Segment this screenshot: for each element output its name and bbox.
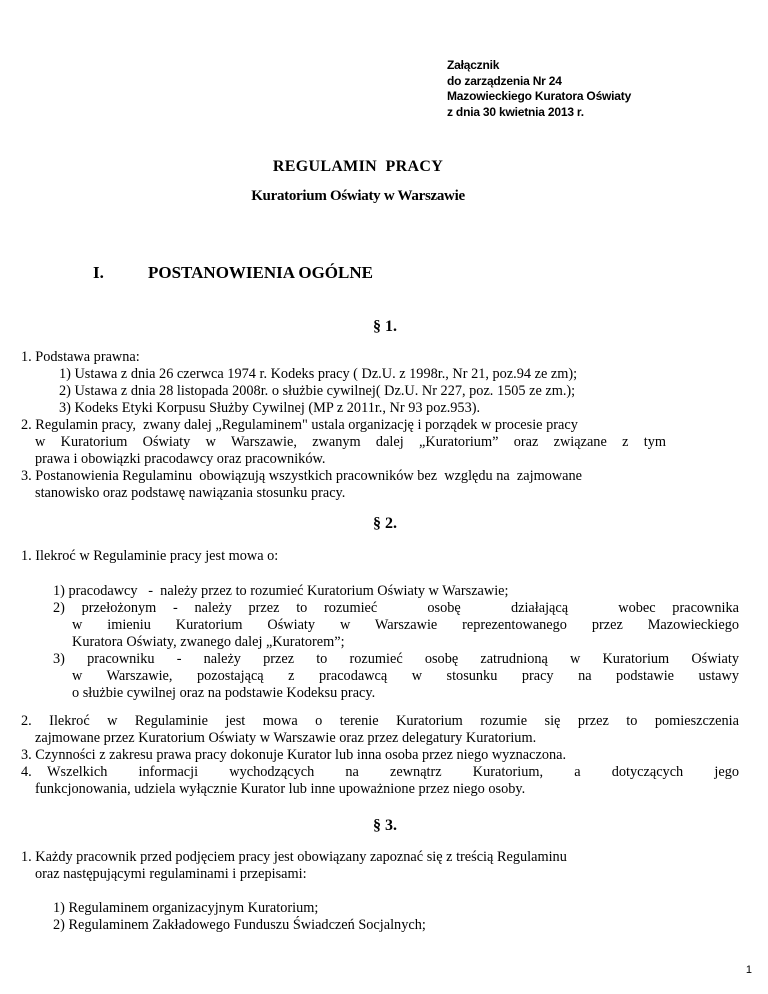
text-line: 3) Kodeks Etyki Korpusu Służby Cywilnej (MP z 2011r., Nr 93 poz.953).	[59, 400, 481, 416]
annex-line: z dnia 30 kwietnia 2013 r.	[447, 104, 584, 119]
text-line: o służbie cywilnej oraz na podstawie Kodeksu pracy.	[72, 685, 376, 701]
text-line: 1) Ustawa z dnia 26 czerwca 1974 r. Kodeks pracy ( Dz.U. z 1998r., Nr 21, poz.94 ze zm);	[59, 366, 578, 382]
annex-line: Załącznik	[447, 58, 500, 72]
document-subtitle: Kuratorium Oświaty w Warszawie	[251, 188, 465, 204]
section-number: I.	[93, 263, 104, 282]
text-line: 3. Czynności z zakresu prawa pracy dokonuje Kurator lub inna osoba przez niego wyznaczona.	[21, 747, 567, 763]
text-line: 2) przełożonym - należy przez to rozumieć osobę działającą wobec pracownika	[53, 600, 739, 616]
text-line: 2) Regulaminem Zakładowego Funduszu Świadczeń Socjalnych;	[53, 917, 426, 933]
text-line: prawa i obowiązki pracodawcy oraz pracowników.	[35, 451, 326, 467]
text-line: oraz następującymi regulaminami i przepisami:	[35, 866, 307, 882]
section-title: POSTANOWIENIA OGÓLNE	[148, 263, 373, 282]
text-line: 1) pracodawcy - należy przez to rozumieć Kuratorium Oświaty w Warszawie;	[53, 583, 509, 599]
text-line: w imieniu Kuratorium Oświaty w Warszawie reprezentowanego przez Mazowieckiego	[72, 617, 739, 633]
text-line: 1. Ilekroć w Regulaminie pracy jest mowa o:	[21, 548, 279, 564]
text-line: 1. Każdy pracownik przed podjęciem pracy jest obowiązany zapoznać się z treścią Regulaminu	[21, 849, 567, 865]
text-line: 1. Podstawa prawna:	[21, 349, 140, 365]
text-line: w Kuratorium Oświaty w Warszawie, zwanym dalej „Kuratorium” oraz związane z tym	[35, 434, 666, 450]
text-line: 2. Regulamin pracy, zwany dalej „Regulaminem" ustala organizację i porządek w procesie pracy	[21, 417, 578, 433]
paragraph-heading: § 1.	[373, 318, 397, 335]
paragraph-heading: § 3.	[373, 817, 397, 834]
text-line: stanowisko oraz podstawę nawiązania stosunku pracy.	[35, 485, 346, 501]
document-title: REGULAMIN PRACY	[272, 158, 444, 175]
annex-line: do zarządzenia Nr 24	[447, 73, 562, 88]
text-line: zajmowane przez Kuratorium Oświaty w Warszawie oraz przez delegatury Kuratorium.	[35, 730, 537, 746]
text-line: 4. Wszelkich informacji wychodzących na zewnątrz Kuratorium, a dotyczących jego	[21, 764, 739, 780]
text-line: 2. Ilekroć w Regulaminie jest mowa o terenie Kuratorium rozumie się przez to pomieszczenia	[21, 713, 739, 729]
paragraph-heading: § 2.	[373, 515, 397, 532]
annex-line: Mazowieckiego Kuratora Oświaty	[447, 89, 632, 103]
text-line: w Warszawie, pozostającą z pracodawcą w stosunku pracy na podstawie ustawy	[72, 668, 739, 684]
annex-header	[447, 58, 631, 120]
page-number: 1	[745, 964, 752, 976]
text-line: Kuratora Oświaty, zwanego dalej „Kuratorem”;	[72, 634, 345, 650]
text-line: 3) pracowniku - należy przez to rozumieć osobę zatrudnioną w Kuratorium Oświaty	[53, 651, 739, 667]
text-line: 3. Postanowienia Regulaminu obowiązują wszystkich pracowników bez względu na zajmowane	[21, 468, 582, 484]
text-line: funkcjonowania, udziela wyłącznie Kurator lub inne upoważnione przez niego osoby.	[35, 781, 526, 797]
text-line: 1) Regulaminem organizacyjnym Kuratorium;	[53, 900, 319, 916]
text-line: 2) Ustawa z dnia 28 listopada 2008r. o służbie cywilnej( Dz.U. Nr 227, poz. 1505 ze zm.);	[59, 383, 576, 399]
